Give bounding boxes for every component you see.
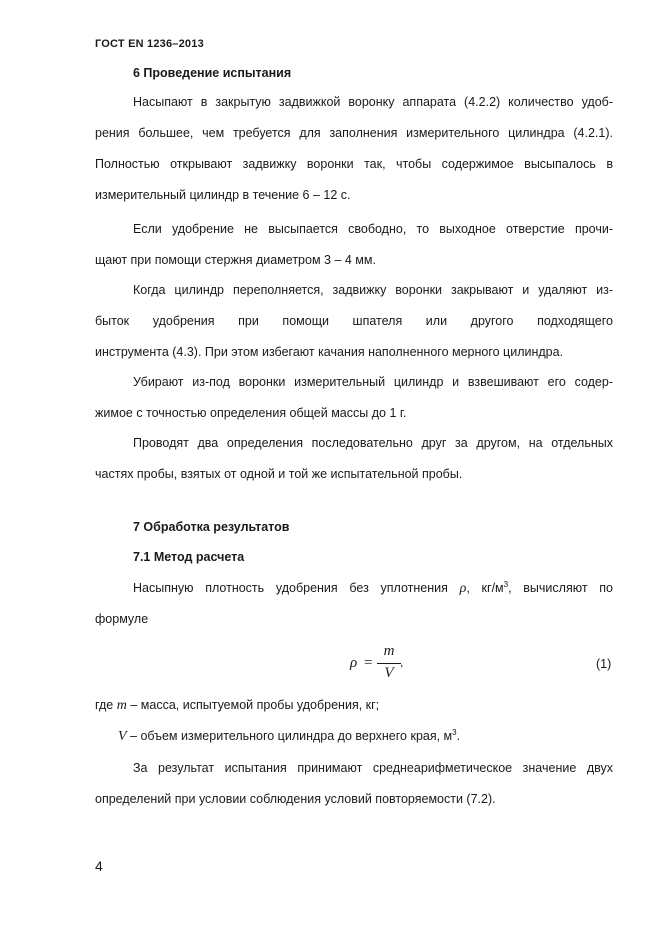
text-line: определений при условии соблюдения условий повторяемости (7.2). [95,792,496,806]
where-v-line [118,721,613,752]
unit-text: , кг/м [466,581,504,595]
unit-superscript: 3 [452,727,457,737]
text-line [95,573,613,604]
text-line: быток удобрения при помощи шпателя или другого подходящего [95,314,613,328]
text-line: Проводят два определения последовательно друг за другом, на отдельных [133,436,613,450]
text-line: Убирают из-под воронки измерительный цилиндр и взвешивают его содер- [133,375,613,389]
formula-comma: , [400,655,404,669]
section-6-paragraph-3 [95,275,613,368]
density-formula [346,644,466,688]
formula-equals: = [364,655,373,671]
text-line: измерительный цилиндр в течение 6 – 12 с. [95,188,351,202]
text-line [118,721,613,752]
unit-superscript: 3 [503,579,509,589]
where-m-line [95,690,613,721]
text-line: Насыпают в закрытую задвижкой воронку аппарата (4.2.2) количество удоб- [133,95,613,109]
text-segment: . [456,729,461,743]
section-7-paragraph-1 [95,573,613,635]
rho-symbol: ρ [459,581,467,596]
section-7-heading: 7 Обработка результатов [133,520,290,534]
text-line: За результат испытания принимают среднеарифметическое значение двух [133,761,613,775]
section-6-paragraph-4 [95,367,613,429]
text-line [95,690,613,721]
text-line: инструмента (4.3). При этом избегают качания наполненного мерного цилиндра. [95,345,564,359]
variable-v: V [118,729,127,744]
standard-header: ГОСТ EN 1236–2013 [95,38,204,50]
text-segment: где [95,698,114,712]
formula-numerator: m [383,643,395,659]
text-line: частях пробы, взятых от одной и той же испытательной пробы. [95,467,463,481]
text-segment: , вычисляют по [508,581,613,595]
section-6-paragraph-1 [95,87,613,211]
fraction-bar [377,663,401,664]
section-6-heading: 6 Проведение испытания [133,66,292,80]
text-line: жимое с точностью определения общей массы до 1 г. [95,406,407,420]
text-segment: – масса, испытуемой пробы удобрения, кг; [130,698,380,712]
section-6-paragraph-5 [95,428,613,490]
formula-lhs: ρ [350,655,358,671]
variable-m: m [116,698,127,713]
text-segment: – объем измерительного цилиндра до верхнего края, м [130,729,453,743]
text-line: щают при помощи стержня диаметром 3 – 4 мм. [95,253,376,267]
section-6-paragraph-2 [95,214,613,276]
text-line: рения большее, чем требуется для заполнения измерительного цилиндра (4.2.1). [95,126,613,140]
section-7-result-paragraph [95,753,613,815]
page-number: 4 [95,858,103,874]
text-line: Полностью открывают задвижку воронки так, чтобы содержимое высыпалось в [95,157,613,171]
section-7-1-heading: 7.1 Метод расчета [133,550,245,564]
formula-denominator: V [384,665,394,681]
text-segment: Насыпную плотность удобрения без уплотнения [133,581,448,595]
text-line: Когда цилиндр переполняется, задвижку воронки закрывают и удаляют из- [133,283,613,297]
text-line: формуле [95,612,149,626]
equation-number: (1) [596,657,612,671]
text-line: Если удобрение не высыпается свободно, то выходное отверстие прочи- [133,222,613,236]
